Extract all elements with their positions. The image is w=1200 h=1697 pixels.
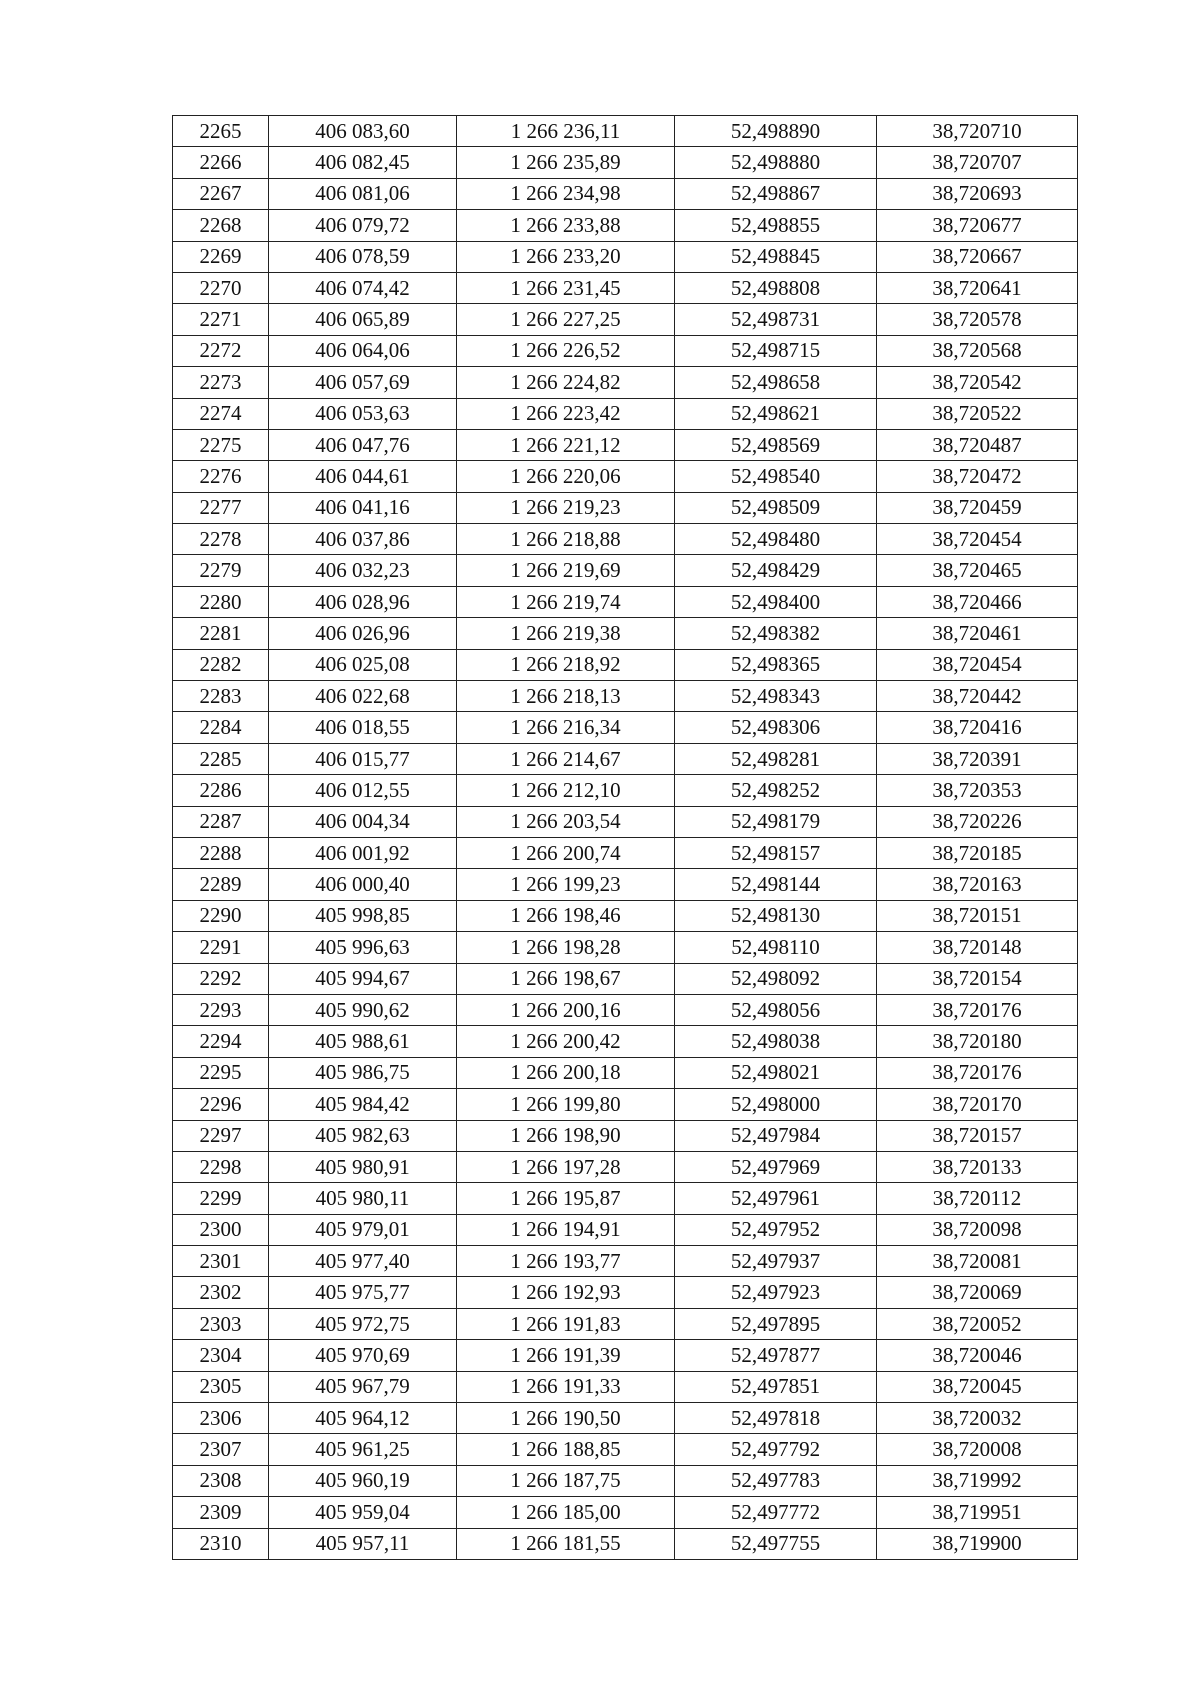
x-coordinate-cell: 405 984,42 [269,1089,457,1120]
table-row [173,1465,1078,1496]
point-number-cell: 2295 [173,1057,269,1088]
table-row [173,712,1078,743]
longitude-cell: 38,720052 [877,1308,1078,1339]
x-coordinate-cell: 405 961,25 [269,1434,457,1465]
x-coordinate-cell: 406 082,45 [269,147,457,178]
y-coordinate-cell: 1 266 198,90 [457,1120,675,1151]
table-row [173,272,1078,303]
table-row [173,743,1078,774]
point-number-cell: 2273 [173,367,269,398]
y-coordinate-cell: 1 266 216,34 [457,712,675,743]
table-row [173,1057,1078,1088]
table-row [173,178,1078,209]
y-coordinate-cell: 1 266 203,54 [457,806,675,837]
point-number-cell: 2288 [173,837,269,868]
longitude-cell: 38,720032 [877,1403,1078,1434]
longitude-cell: 38,720472 [877,461,1078,492]
table-row [173,1246,1078,1277]
point-number-cell: 2296 [173,1089,269,1120]
latitude-cell: 52,497818 [675,1403,877,1434]
point-number-cell: 2299 [173,1183,269,1214]
point-number-cell: 2300 [173,1214,269,1245]
point-number-cell: 2297 [173,1120,269,1151]
point-number-cell: 2294 [173,1026,269,1057]
point-number-cell: 2290 [173,900,269,931]
x-coordinate-cell: 405 979,01 [269,1214,457,1245]
latitude-cell: 52,498569 [675,429,877,460]
latitude-cell: 52,498252 [675,775,877,806]
longitude-cell: 38,720148 [877,932,1078,963]
x-coordinate-cell: 406 018,55 [269,712,457,743]
latitude-cell: 52,498731 [675,304,877,335]
longitude-cell: 38,720442 [877,681,1078,712]
x-coordinate-cell: 405 986,75 [269,1057,457,1088]
y-coordinate-cell: 1 266 219,23 [457,492,675,523]
point-number-cell: 2301 [173,1246,269,1277]
x-coordinate-cell: 406 015,77 [269,743,457,774]
longitude-cell: 38,720069 [877,1277,1078,1308]
y-coordinate-cell: 1 266 191,83 [457,1308,675,1339]
y-coordinate-cell: 1 266 236,11 [457,116,675,147]
point-number-cell: 2287 [173,806,269,837]
latitude-cell: 52,497792 [675,1434,877,1465]
latitude-cell: 52,498429 [675,555,877,586]
point-number-cell: 2289 [173,869,269,900]
longitude-cell: 38,720045 [877,1371,1078,1402]
latitude-cell: 52,498867 [675,178,877,209]
point-number-cell: 2310 [173,1528,269,1559]
y-coordinate-cell: 1 266 198,28 [457,932,675,963]
y-coordinate-cell: 1 266 235,89 [457,147,675,178]
point-number-cell: 2271 [173,304,269,335]
longitude-cell: 38,720667 [877,241,1078,272]
longitude-cell: 38,720180 [877,1026,1078,1057]
y-coordinate-cell: 1 266 192,93 [457,1277,675,1308]
longitude-cell: 38,720465 [877,555,1078,586]
point-number-cell: 2275 [173,429,269,460]
y-coordinate-cell: 1 266 199,80 [457,1089,675,1120]
x-coordinate-cell: 405 967,79 [269,1371,457,1402]
point-number-cell: 2279 [173,555,269,586]
latitude-cell: 52,498808 [675,272,877,303]
latitude-cell: 52,498845 [675,241,877,272]
latitude-cell: 52,498056 [675,994,877,1025]
y-coordinate-cell: 1 266 214,67 [457,743,675,774]
y-coordinate-cell: 1 266 218,92 [457,649,675,680]
x-coordinate-cell: 406 022,68 [269,681,457,712]
x-coordinate-cell: 405 980,11 [269,1183,457,1214]
x-coordinate-cell: 405 998,85 [269,900,457,931]
y-coordinate-cell: 1 266 233,88 [457,210,675,241]
latitude-cell: 52,498540 [675,461,877,492]
point-number-cell: 2277 [173,492,269,523]
latitude-cell: 52,498157 [675,837,877,868]
x-coordinate-cell: 406 041,16 [269,492,457,523]
latitude-cell: 52,497969 [675,1151,877,1182]
point-number-cell: 2286 [173,775,269,806]
table-row [173,210,1078,241]
y-coordinate-cell: 1 266 187,75 [457,1465,675,1496]
longitude-cell: 38,720693 [877,178,1078,209]
y-coordinate-cell: 1 266 234,98 [457,178,675,209]
longitude-cell: 38,720391 [877,743,1078,774]
table-row [173,775,1078,806]
x-coordinate-cell: 406 047,76 [269,429,457,460]
longitude-cell: 38,720008 [877,1434,1078,1465]
longitude-cell: 38,720353 [877,775,1078,806]
point-number-cell: 2268 [173,210,269,241]
y-coordinate-cell: 1 266 191,33 [457,1371,675,1402]
x-coordinate-cell: 406 025,08 [269,649,457,680]
latitude-cell: 52,497783 [675,1465,877,1496]
table-row [173,900,1078,931]
latitude-cell: 52,497851 [675,1371,877,1402]
table-row [173,837,1078,868]
latitude-cell: 52,498658 [675,367,877,398]
x-coordinate-cell: 406 081,06 [269,178,457,209]
longitude-cell: 38,720568 [877,335,1078,366]
longitude-cell: 38,720176 [877,994,1078,1025]
longitude-cell: 38,720170 [877,1089,1078,1120]
x-coordinate-cell: 405 964,12 [269,1403,457,1434]
latitude-cell: 52,498038 [675,1026,877,1057]
coordinates-table [172,115,1078,1560]
y-coordinate-cell: 1 266 197,28 [457,1151,675,1182]
point-number-cell: 2309 [173,1497,269,1528]
x-coordinate-cell: 406 079,72 [269,210,457,241]
longitude-cell: 38,720707 [877,147,1078,178]
x-coordinate-cell: 406 044,61 [269,461,457,492]
x-coordinate-cell: 405 959,04 [269,1497,457,1528]
y-coordinate-cell: 1 266 181,55 [457,1528,675,1559]
x-coordinate-cell: 405 980,91 [269,1151,457,1182]
x-coordinate-cell: 405 994,67 [269,963,457,994]
longitude-cell: 38,720459 [877,492,1078,523]
x-coordinate-cell: 406 065,89 [269,304,457,335]
x-coordinate-cell: 406 064,06 [269,335,457,366]
table-row [173,1277,1078,1308]
latitude-cell: 52,498179 [675,806,877,837]
x-coordinate-cell: 406 028,96 [269,586,457,617]
longitude-cell: 38,720112 [877,1183,1078,1214]
longitude-cell: 38,720133 [877,1151,1078,1182]
latitude-cell: 52,498365 [675,649,877,680]
table-row [173,681,1078,712]
point-number-cell: 2308 [173,1465,269,1496]
y-coordinate-cell: 1 266 198,46 [457,900,675,931]
y-coordinate-cell: 1 266 221,12 [457,429,675,460]
table-row [173,116,1078,147]
longitude-cell: 38,719992 [877,1465,1078,1496]
table-row [173,994,1078,1025]
table-row [173,1308,1078,1339]
y-coordinate-cell: 1 266 190,50 [457,1403,675,1434]
table-row [173,1120,1078,1151]
longitude-cell: 38,720081 [877,1246,1078,1277]
y-coordinate-cell: 1 266 219,69 [457,555,675,586]
table-row [173,806,1078,837]
latitude-cell: 52,498382 [675,618,877,649]
x-coordinate-cell: 405 972,75 [269,1308,457,1339]
point-number-cell: 2269 [173,241,269,272]
longitude-cell: 38,720226 [877,806,1078,837]
point-number-cell: 2303 [173,1308,269,1339]
point-number-cell: 2276 [173,461,269,492]
y-coordinate-cell: 1 266 233,20 [457,241,675,272]
table-row [173,1403,1078,1434]
latitude-cell: 52,498144 [675,869,877,900]
longitude-cell: 38,720163 [877,869,1078,900]
x-coordinate-cell: 406 000,40 [269,869,457,900]
coordinates-table-body [173,116,1078,1560]
longitude-cell: 38,720710 [877,116,1078,147]
table-row [173,555,1078,586]
table-row [173,492,1078,523]
y-coordinate-cell: 1 266 200,18 [457,1057,675,1088]
y-coordinate-cell: 1 266 200,16 [457,994,675,1025]
longitude-cell: 38,720461 [877,618,1078,649]
y-coordinate-cell: 1 266 199,23 [457,869,675,900]
point-number-cell: 2280 [173,586,269,617]
point-number-cell: 2278 [173,524,269,555]
x-coordinate-cell: 405 988,61 [269,1026,457,1057]
longitude-cell: 38,720151 [877,900,1078,931]
y-coordinate-cell: 1 266 219,38 [457,618,675,649]
x-coordinate-cell: 406 053,63 [269,398,457,429]
y-coordinate-cell: 1 266 195,87 [457,1183,675,1214]
latitude-cell: 52,498281 [675,743,877,774]
table-row [173,1183,1078,1214]
longitude-cell: 38,720454 [877,649,1078,680]
latitude-cell: 52,498092 [675,963,877,994]
latitude-cell: 52,498110 [675,932,877,963]
x-coordinate-cell: 406 037,86 [269,524,457,555]
latitude-cell: 52,497961 [675,1183,877,1214]
x-coordinate-cell: 406 026,96 [269,618,457,649]
longitude-cell: 38,720098 [877,1214,1078,1245]
latitude-cell: 52,497772 [675,1497,877,1528]
table-row [173,1214,1078,1245]
longitude-cell: 38,720454 [877,524,1078,555]
point-number-cell: 2285 [173,743,269,774]
point-number-cell: 2282 [173,649,269,680]
table-row [173,1151,1078,1182]
x-coordinate-cell: 405 960,19 [269,1465,457,1496]
latitude-cell: 52,498000 [675,1089,877,1120]
table-row [173,429,1078,460]
x-coordinate-cell: 405 990,62 [269,994,457,1025]
y-coordinate-cell: 1 266 218,88 [457,524,675,555]
latitude-cell: 52,497755 [675,1528,877,1559]
table-row [173,367,1078,398]
y-coordinate-cell: 1 266 220,06 [457,461,675,492]
table-row [173,1089,1078,1120]
x-coordinate-cell: 406 032,23 [269,555,457,586]
latitude-cell: 52,497923 [675,1277,877,1308]
table-row [173,1371,1078,1402]
x-coordinate-cell: 406 078,59 [269,241,457,272]
y-coordinate-cell: 1 266 191,39 [457,1340,675,1371]
point-number-cell: 2302 [173,1277,269,1308]
longitude-cell: 38,720466 [877,586,1078,617]
point-number-cell: 2274 [173,398,269,429]
y-coordinate-cell: 1 266 188,85 [457,1434,675,1465]
table-row [173,1528,1078,1559]
longitude-cell: 38,720522 [877,398,1078,429]
table-row [173,586,1078,617]
longitude-cell: 38,720416 [877,712,1078,743]
table-row [173,1026,1078,1057]
x-coordinate-cell: 405 975,77 [269,1277,457,1308]
latitude-cell: 52,498130 [675,900,877,931]
latitude-cell: 52,498400 [675,586,877,617]
y-coordinate-cell: 1 266 185,00 [457,1497,675,1528]
table-row [173,963,1078,994]
latitude-cell: 52,497952 [675,1214,877,1245]
point-number-cell: 2304 [173,1340,269,1371]
point-number-cell: 2284 [173,712,269,743]
longitude-cell: 38,720542 [877,367,1078,398]
longitude-cell: 38,720185 [877,837,1078,868]
y-coordinate-cell: 1 266 218,13 [457,681,675,712]
longitude-cell: 38,720157 [877,1120,1078,1151]
x-coordinate-cell: 406 012,55 [269,775,457,806]
longitude-cell: 38,720176 [877,1057,1078,1088]
y-coordinate-cell: 1 266 198,67 [457,963,675,994]
point-number-cell: 2298 [173,1151,269,1182]
point-number-cell: 2291 [173,932,269,963]
latitude-cell: 52,498021 [675,1057,877,1088]
longitude-cell: 38,720487 [877,429,1078,460]
latitude-cell: 52,497877 [675,1340,877,1371]
table-row [173,461,1078,492]
y-coordinate-cell: 1 266 212,10 [457,775,675,806]
latitude-cell: 52,498343 [675,681,877,712]
x-coordinate-cell: 406 001,92 [269,837,457,868]
x-coordinate-cell: 406 083,60 [269,116,457,147]
x-coordinate-cell: 405 970,69 [269,1340,457,1371]
longitude-cell: 38,720046 [877,1340,1078,1371]
table-row [173,1497,1078,1528]
y-coordinate-cell: 1 266 227,25 [457,304,675,335]
y-coordinate-cell: 1 266 219,74 [457,586,675,617]
y-coordinate-cell: 1 266 231,45 [457,272,675,303]
latitude-cell: 52,498509 [675,492,877,523]
point-number-cell: 2266 [173,147,269,178]
point-number-cell: 2281 [173,618,269,649]
point-number-cell: 2267 [173,178,269,209]
y-coordinate-cell: 1 266 194,91 [457,1214,675,1245]
x-coordinate-cell: 406 074,42 [269,272,457,303]
x-coordinate-cell: 405 996,63 [269,932,457,963]
point-number-cell: 2272 [173,335,269,366]
y-coordinate-cell: 1 266 193,77 [457,1246,675,1277]
latitude-cell: 52,498890 [675,116,877,147]
longitude-cell: 38,720641 [877,272,1078,303]
table-row [173,398,1078,429]
table-row [173,304,1078,335]
point-number-cell: 2270 [173,272,269,303]
point-number-cell: 2293 [173,994,269,1025]
table-row [173,524,1078,555]
point-number-cell: 2305 [173,1371,269,1402]
longitude-cell: 38,719951 [877,1497,1078,1528]
y-coordinate-cell: 1 266 223,42 [457,398,675,429]
table-row [173,1340,1078,1371]
y-coordinate-cell: 1 266 200,42 [457,1026,675,1057]
latitude-cell: 52,497895 [675,1308,877,1339]
table-row [173,147,1078,178]
latitude-cell: 52,497984 [675,1120,877,1151]
latitude-cell: 52,498621 [675,398,877,429]
x-coordinate-cell: 406 057,69 [269,367,457,398]
longitude-cell: 38,720677 [877,210,1078,241]
latitude-cell: 52,497937 [675,1246,877,1277]
longitude-cell: 38,720578 [877,304,1078,335]
x-coordinate-cell: 405 982,63 [269,1120,457,1151]
point-number-cell: 2265 [173,116,269,147]
x-coordinate-cell: 405 957,11 [269,1528,457,1559]
table-row [173,869,1078,900]
latitude-cell: 52,498480 [675,524,877,555]
x-coordinate-cell: 405 977,40 [269,1246,457,1277]
table-row [173,932,1078,963]
y-coordinate-cell: 1 266 200,74 [457,837,675,868]
latitude-cell: 52,498855 [675,210,877,241]
point-number-cell: 2292 [173,963,269,994]
x-coordinate-cell: 406 004,34 [269,806,457,837]
latitude-cell: 52,498880 [675,147,877,178]
latitude-cell: 52,498306 [675,712,877,743]
table-row [173,1434,1078,1465]
table-row [173,618,1078,649]
longitude-cell: 38,720154 [877,963,1078,994]
longitude-cell: 38,719900 [877,1528,1078,1559]
point-number-cell: 2306 [173,1403,269,1434]
table-row [173,241,1078,272]
table-row [173,335,1078,366]
y-coordinate-cell: 1 266 224,82 [457,367,675,398]
table-row [173,649,1078,680]
point-number-cell: 2283 [173,681,269,712]
point-number-cell: 2307 [173,1434,269,1465]
latitude-cell: 52,498715 [675,335,877,366]
y-coordinate-cell: 1 266 226,52 [457,335,675,366]
